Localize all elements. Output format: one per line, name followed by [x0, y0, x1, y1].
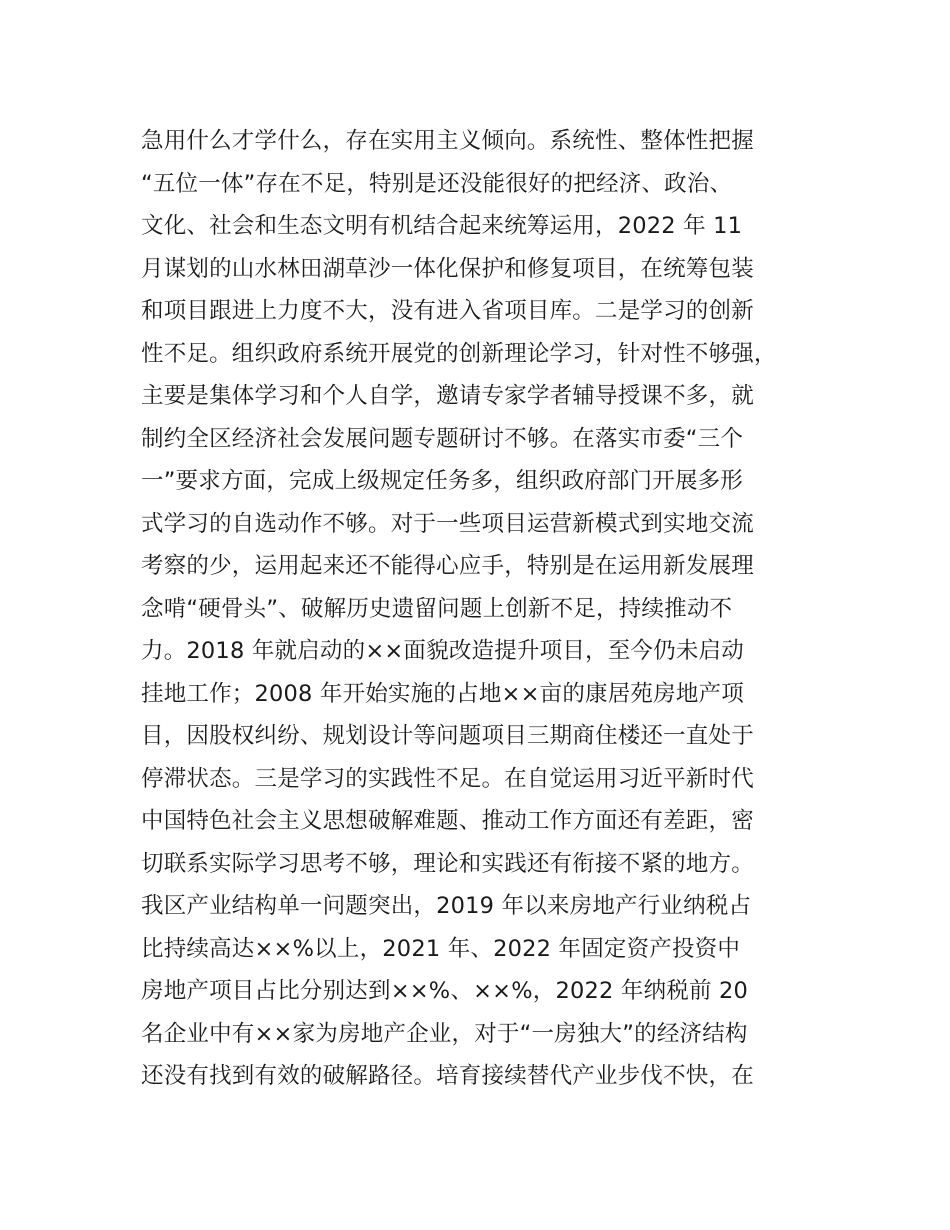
text-line: 停滞状态。三是学习的实践性不足。在自觉运用习近平新时代 [141, 765, 754, 792]
text-line: 文化、社会和生态文明有机结合起来统筹运用，2022 年 11 [141, 213, 743, 239]
text-line: 房地产项目占比分别达到××%、××%，2022 年纳税前 20 [141, 978, 749, 1004]
text-line: 制约全区经济社会发展问题专题研讨不够。在落实市委“三个 [141, 425, 744, 452]
text-line: 月谋划的山水林田湖草沙一体化保护和修复项目，在统筹包装 [141, 255, 754, 282]
text-line: 考察的少，运用起来还不能得心应手，特别是在运用新发展理 [141, 553, 754, 579]
text-line: 我区产业结构单一问题突出，2019 年以来房地产行业纳税占 [141, 893, 752, 919]
text-line: “五位一体”存在不足，特别是还没能很好的把经济、政治、 [141, 170, 733, 197]
text-line: 一”要求方面，完成上级规定任务多，组织政府部门开展多形 [141, 468, 744, 494]
text-line: 力。2018 年就启动的××面貌改造提升项目，至今仍未启动 [141, 638, 744, 664]
text-line: 名企业中有××家为房地产企业，对于“一房独大”的经济结构 [141, 1020, 748, 1047]
text-line: 挂地工作；2008 年开始实施的占地××亩的康居苑房地产项 [141, 680, 744, 707]
text-line: 切联系实际学习思考不够，理论和实践还有衔接不紧的地方。 [141, 850, 754, 877]
text-line: 急用什么才学什么，存在实用主义倾向。系统性、整体性把握 [141, 128, 754, 154]
text-line: 式学习的自选动作不够。对于一些项目运营新模式到实地交流 [141, 510, 754, 537]
text-line: 性不足。组织政府系统开展党的创新理论学习，针对性不够强， [141, 340, 777, 367]
text-line: 主要是集体学习和个人自学，邀请专家学者辅导授课不多，就 [141, 383, 754, 409]
body-text [141, 120, 841, 1098]
text-line: 目，因股权纠纷、规划设计等问题项目三期商住楼还一直处于 [141, 723, 754, 749]
text-line: 和项目跟进上力度不大，没有进入省项目库。二是学习的创新 [141, 298, 754, 324]
text-line: 念啃“硬骨头”、破解历史遗留问题上创新不足，持续推动不 [141, 595, 733, 622]
text-line: 还没有找到有效的破解路径。培育接续替代产业步伐不快，在 [141, 1063, 754, 1089]
text-line: 中国特色社会主义思想破解难题、推动工作方面还有差距，密 [141, 808, 754, 834]
text-line: 比持续高达××%以上，2021 年、2022 年固定资产投资中 [141, 935, 741, 962]
